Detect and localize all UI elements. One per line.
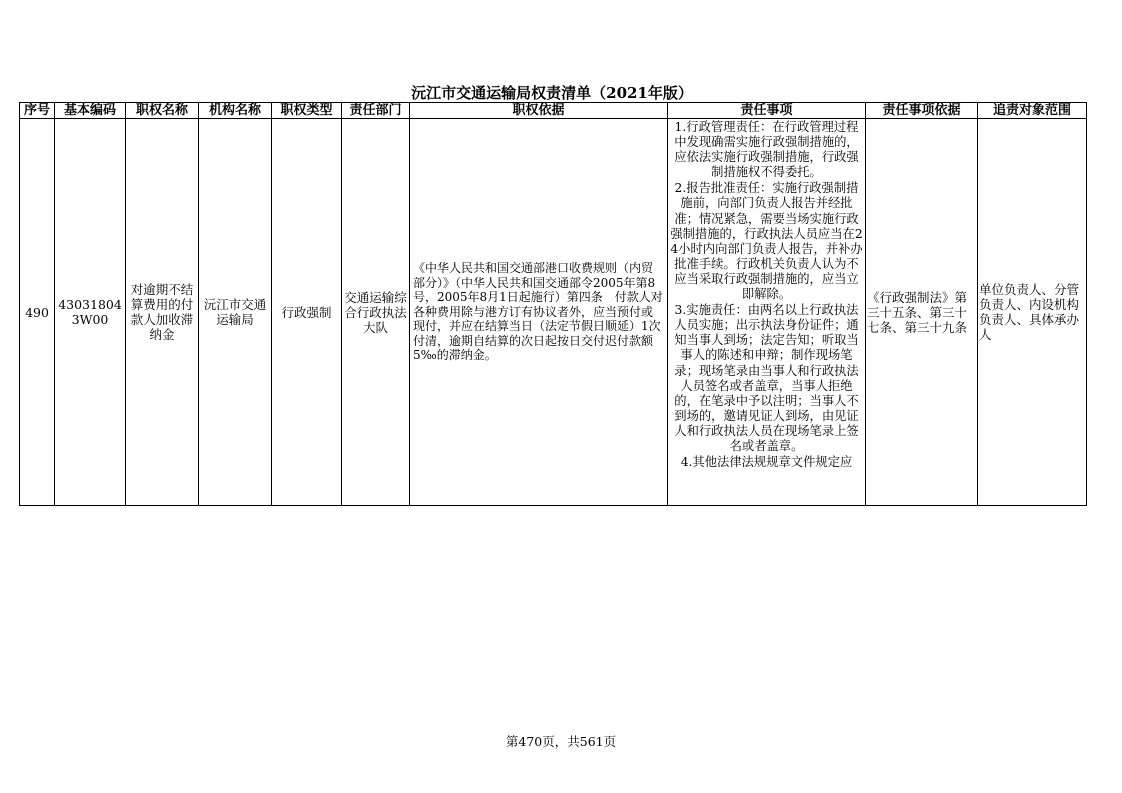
cell-dept: 交通运输综合行政执法大队 bbox=[342, 119, 410, 506]
header-power-type: 职权类型 bbox=[272, 103, 342, 119]
header-org-name: 机构名称 bbox=[199, 103, 272, 119]
table-row bbox=[20, 119, 1087, 506]
header-seq: 序号 bbox=[20, 103, 55, 119]
duty-item-1: 1.行政管理责任：在行政管理过程中发现确需实施行政强制措施的，应依法实施行政强制措施，行政强制措施权不得委托。 bbox=[674, 120, 859, 180]
cell-power-type: 行政强制 bbox=[272, 119, 342, 506]
duty-item-4: 4.其他法律法规规章文件规定应 bbox=[680, 455, 853, 470]
page-footer: 第470页，共561页 bbox=[505, 734, 617, 749]
duty-item-2: 2.报告批准责任：实施行政强制措施前，向部门负责人报告并经批准；情况紧急，需要当场实施行政强制措施的，行政执法人员应当在24小时内向部门负责人报告，并补办批准手续。行政机关负责人认为不应当采取行政强制措施的，应当立即解除。 bbox=[670, 181, 863, 302]
cell-accountability: 单位负责人、分管负责人、内设机构负责人、具体承办人 bbox=[978, 119, 1087, 506]
cell-seq: 490 bbox=[20, 119, 55, 506]
duties-list bbox=[668, 119, 865, 505]
cell-org-name: 沅江市交通运输局 bbox=[199, 119, 272, 506]
header-duties: 责任事项 bbox=[668, 103, 866, 119]
header-code: 基本编码 bbox=[55, 103, 126, 119]
header-duty-basis: 责任事项依据 bbox=[866, 103, 978, 119]
cell-basis: 《中华人民共和国交通部港口收费规则（内贸部分）》（中华人民共和国交通部令2005年第8号，2005年8月1日起施行）第四条 付款人对各种费用除与港方订有协议者外，应当预付或现付，并应在结算当日（法定节假日顺延）1次付清，逾期自结算的次日起按日交付迟付款额5‰的滞纳金。 bbox=[410, 119, 668, 506]
table-header-row bbox=[20, 103, 1087, 119]
cell-duty-basis: 《行政强制法》第三十五条、第三十七条、第三十九条 bbox=[866, 119, 978, 506]
header-power-name: 职权名称 bbox=[126, 103, 199, 119]
page-title: 沅江市交通运输局权责清单（2021年版） bbox=[411, 84, 693, 102]
cell-power-name: 对逾期不结算费用的付款人加收滞纳金 bbox=[126, 119, 199, 506]
header-basis: 职权依据 bbox=[410, 103, 668, 119]
header-dept: 责任部门 bbox=[342, 103, 410, 119]
duty-item-3: 3.实施责任：由两名以上行政执法人员实施；出示执法身份证件；通知当事人到场；法定告知；听取当事人的陈述和申辩；制作现场笔录；现场笔录由当事人和行政执法人员签名或者盖章，当事人拒绝的，在笔录中予以注明；当事人不到场的，邀请见证人到场，由见证人和行政执法人员在现场笔录上签名或者盖章。 bbox=[674, 303, 859, 453]
header-accountability: 追责对象范围 bbox=[978, 103, 1087, 119]
cell-duties bbox=[668, 119, 866, 506]
cell-code: 430318043W00 bbox=[55, 119, 126, 506]
responsibility-table bbox=[19, 102, 1087, 506]
